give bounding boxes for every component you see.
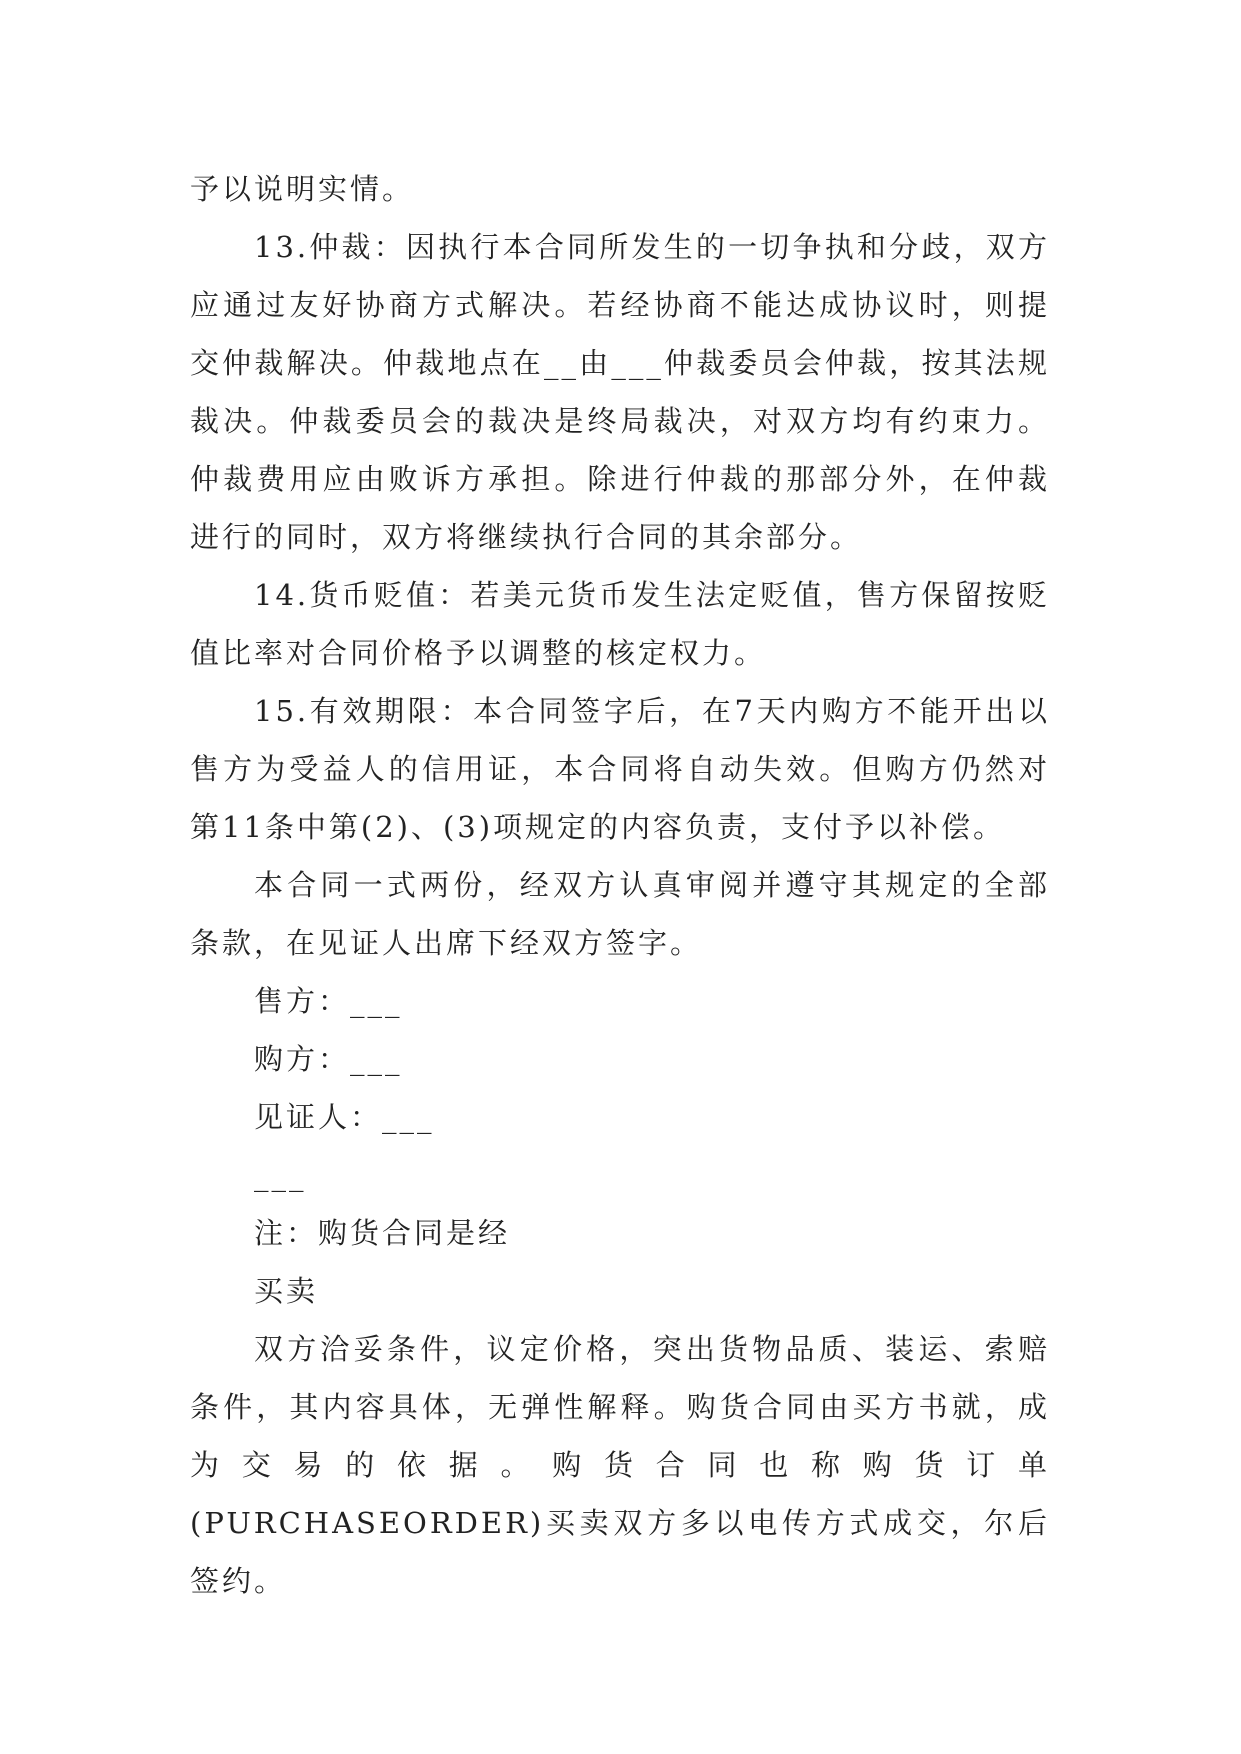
witness-signature-line: 见证人：___	[254, 1100, 435, 1134]
paragraph-copies: 本合同一式两份，经双方认真审阅并遵守其规定的全部条款，在见证人出席下经双方签字。	[190, 868, 1050, 960]
clause-14-currency-devaluation: 14.货币贬值：若美元货币发生法定贬值，售方保留按贬值比率对合同价格予以调整的核定权力。	[190, 578, 1050, 670]
paragraph-continuation: 予以说明实情。	[190, 172, 415, 206]
seller-signature-line: 售方：___	[254, 984, 403, 1018]
blank-line: ___	[254, 1158, 307, 1192]
note-line-1: 注：购货合同是经	[254, 1216, 511, 1250]
clause-15-validity: 15.有效期限：本合同签字后，在7天内购方不能开出以售方为受益人的信用证，本合同将自动失效。但购方仍然对第11条中第(2)、(3)项规定的内容负责，支付予以补偿。	[190, 694, 1050, 844]
note-paragraph: 双方洽妥条件，议定价格，突出货物品质、装运、索赔条件，其内容具体，无弹性解释。购货合同由买方书就，成为交易的依据。购货合同也称购货订单(PURCHASEORDER)买卖双方多以电传方式成交，尔后签约。	[190, 1332, 1050, 1598]
buyer-signature-line: 购方：___	[254, 1042, 403, 1076]
clause-13-arbitration: 13.仲裁：因执行本合同所发生的一切争执和分歧，双方应通过友好协商方式解决。若经协商不能达成协议时，则提交仲裁解决。仲裁地点在__由___仲裁委员会仲裁，按其法规裁决。仲裁委员会的裁决是终局裁决，对双方均有约束力。仲裁费用应由败诉方承担。除进行仲裁的那部分外，在仲裁进行的同时，双方将继续执行合同的其余部分。	[190, 230, 1050, 554]
note-line-2: 买卖	[254, 1274, 319, 1308]
document-page	[190, 160, 1050, 1610]
